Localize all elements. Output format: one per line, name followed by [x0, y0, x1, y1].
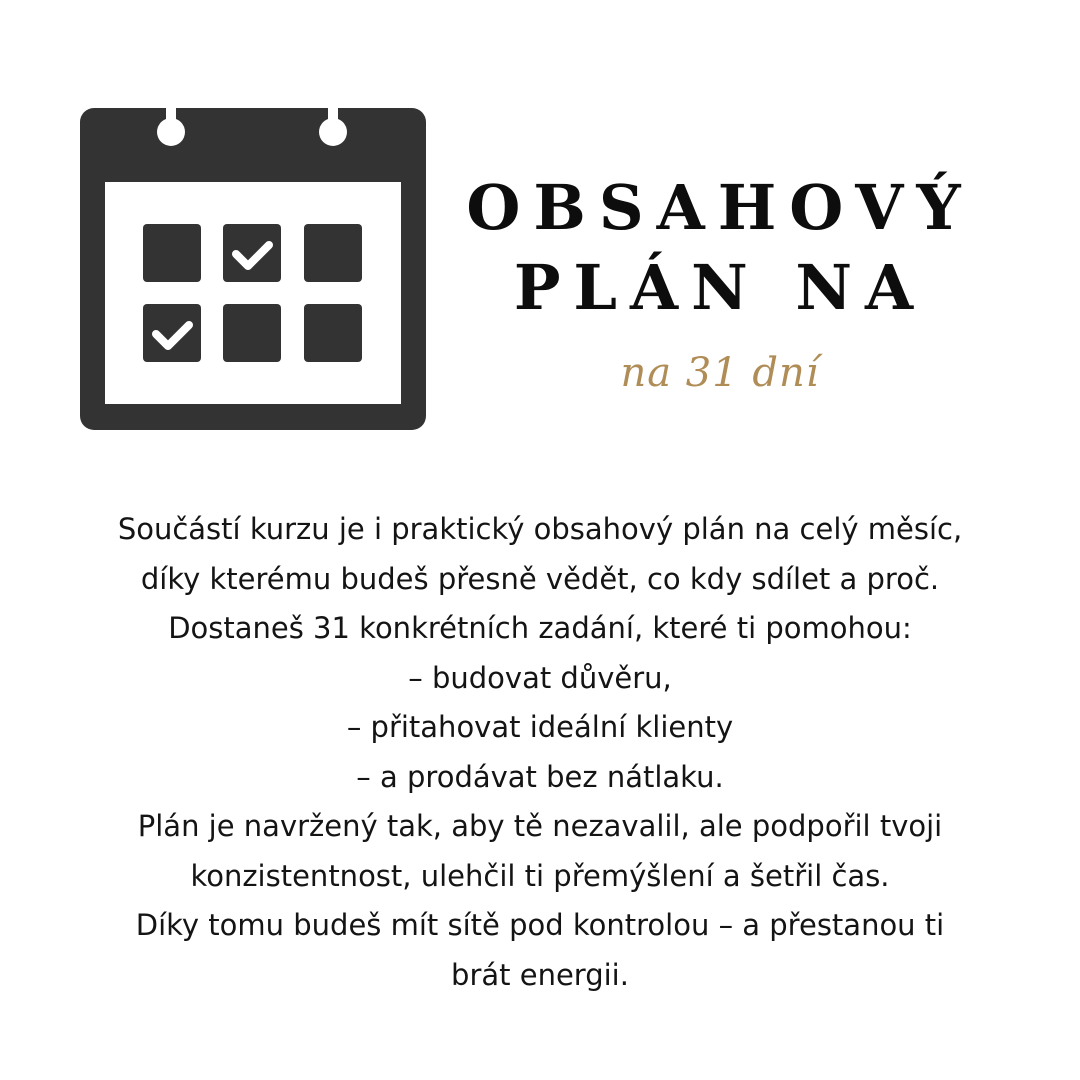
page-title	[440, 168, 1000, 328]
bullet-line: – přitahovat ideální klienty	[346, 710, 734, 744]
calendar-check-icon	[80, 100, 426, 432]
title-line-2: PLÁN NA	[513, 251, 927, 324]
description-line: Dostaneš 31 konkrétních zadání, které ti pomohou:	[168, 611, 912, 645]
description-line: brát energii.	[451, 957, 629, 992]
description-line: díky kterému budeš přesně vědět, co kdy sdílet a proč.	[140, 561, 940, 596]
description-line: Součástí kurzu je i praktický obsahový plán na celý měsíc,	[117, 512, 963, 546]
subtitle: na 31 dní	[620, 350, 820, 396]
bullet-line: – a prodávat bez nátlaku.	[356, 759, 724, 794]
description-line: Plán je navržený tak, aby tě nezavalil, ale podpořil tvoji	[137, 809, 943, 843]
bullet-line: – budovat důvěru,	[408, 660, 672, 695]
description-text	[40, 505, 1040, 1000]
description-line: konzistentnost, ulehčil ti přemýšlení a šetřil čas.	[190, 858, 890, 893]
title-line-1: OBSAHOVÝ	[466, 171, 974, 244]
description-line: Díky tomu budeš mít sítě pod kontrolou – a přestanou ti	[135, 908, 945, 942]
